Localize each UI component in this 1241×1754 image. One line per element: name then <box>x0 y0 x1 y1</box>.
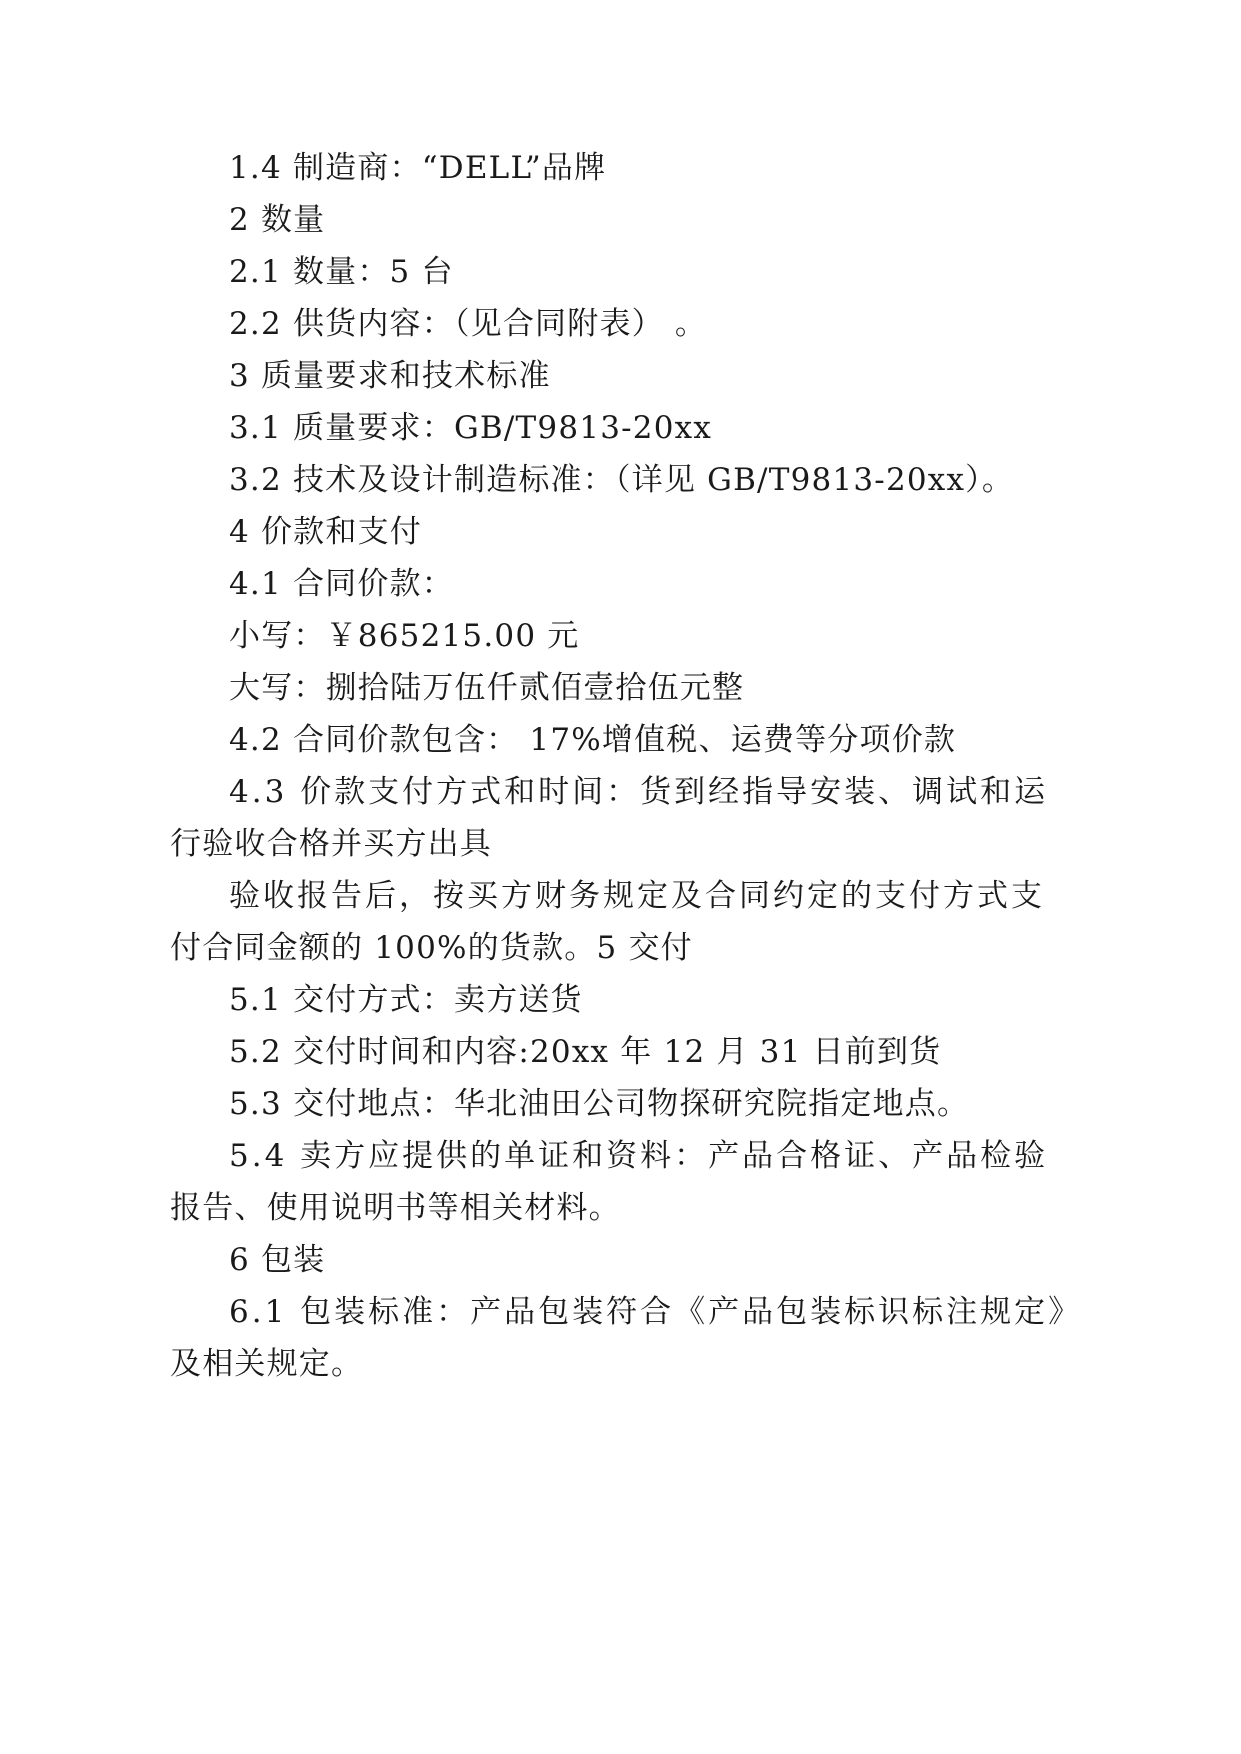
doc-line: 5.4 卖方应提供的单证和资料：产品合格证、产品检验 <box>229 1138 1049 1174</box>
doc-line: 及相关规定。 <box>170 1346 364 1382</box>
doc-line: 报告、使用说明书等相关材料。 <box>170 1190 621 1226</box>
doc-line: 1.4 制造商：“DELL”品牌 <box>229 150 607 186</box>
doc-line: 3.1 质量要求：GB/T9813-20xx <box>229 410 712 446</box>
section-heading: 4 价款和支付 <box>229 514 422 550</box>
amount-uppercase: 大写：捌拾陆万伍仟贰佰壹拾伍元整 <box>229 670 745 706</box>
section-heading: 6 包装 <box>229 1242 326 1278</box>
doc-line: 3.2 技术及设计制造标准：（详见 GB/T9813-20xx）。 <box>229 462 1015 498</box>
section-heading: 2 数量 <box>229 202 326 238</box>
doc-line: 4.1 合同价款： <box>229 566 454 602</box>
doc-line: 5.1 交付方式：卖方送货 <box>229 982 583 1018</box>
doc-line: 2.1 数量：5 台 <box>229 254 454 290</box>
doc-line: 付合同金额的 100%的货款。5 交付 <box>170 930 693 966</box>
doc-line: 验收报告后，按买方财务规定及合同约定的支付方式支 <box>229 878 1045 914</box>
doc-line: 4.3 价款支付方式和时间：货到经指导安装、调试和运 <box>229 774 1049 810</box>
doc-line: 5.2 交付时间和内容:20xx 年 12 月 31 日前到货 <box>229 1034 942 1070</box>
doc-line: 4.2 合同价款包含： 17%增值税、运费等分项价款 <box>229 722 957 758</box>
doc-line: 6.1 包装标准：产品包装符合《产品包装标识标注规定》 <box>229 1294 1083 1330</box>
doc-line: 5.3 交付地点：华北油田公司物探研究院指定地点。 <box>229 1086 970 1122</box>
section-heading: 3 质量要求和技术标准 <box>229 358 551 394</box>
doc-line: 2.2 供货内容：（见合同附表） 。 <box>229 306 708 342</box>
amount-lowercase: 小写：￥865215.00 元 <box>229 618 580 654</box>
doc-line: 行验收合格并买方出具 <box>170 826 492 862</box>
